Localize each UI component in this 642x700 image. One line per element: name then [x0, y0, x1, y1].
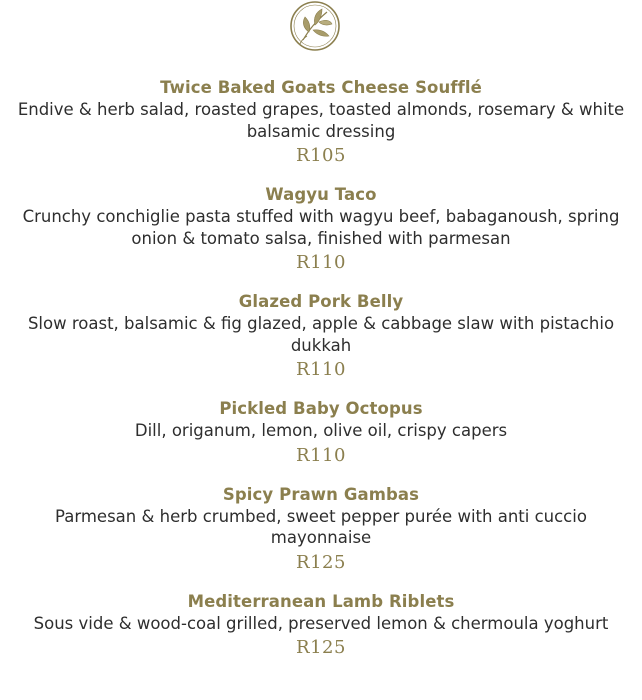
dish-price: R125 — [296, 551, 346, 573]
dish-name: Spicy Prawn Gambas — [222, 484, 420, 504]
dish-name: Pickled Baby Octopus — [219, 399, 423, 418]
dish-name: Twice Baked Goats Cheese Soufflé — [160, 78, 482, 97]
dish-price: R125 — [296, 637, 346, 658]
botanical-emblem-icon — [289, 0, 341, 52]
dish-description: Dill, origanum, lemon, olive oil, crispy capers — [134, 421, 508, 440]
dish-description: Slow roast, balsamic & fig glazed, apple & cabbage slaw with pistachio dukkah — [27, 314, 615, 355]
dish-name: Glazed Pork Belly — [238, 292, 404, 311]
dish-description: Crunchy conchiglie pasta stuffed with wagyu beef, babaganoush, spring onion & tomato salsa, finished with parmesan — [22, 207, 620, 248]
dish-price: R110 — [296, 444, 346, 466]
dish-description: Endive & herb salad, roasted grapes, toasted almonds, rosemary & white balsamic dressing — [17, 100, 625, 141]
dish-price: R110 — [296, 252, 346, 273]
menu-item — [0, 484, 642, 577]
dish-price: R105 — [296, 145, 346, 166]
menu-item — [0, 184, 642, 277]
menu-item — [0, 591, 642, 663]
dish-name: Mediterranean Lamb Riblets — [187, 591, 455, 611]
dish-price: R110 — [296, 359, 346, 380]
menu-item — [0, 77, 642, 170]
dish-description: Sous vide & wood-coal grilled, preserved lemon & chermoula yoghurt — [33, 613, 609, 633]
dish-description: Parmesan & herb crumbed, sweet pepper purée with anti cuccio mayonnaise — [55, 506, 587, 547]
dish-name: Wagyu Taco — [265, 185, 377, 204]
menu-item — [0, 291, 642, 384]
menu-item — [0, 398, 642, 470]
menu-list — [0, 77, 642, 676]
